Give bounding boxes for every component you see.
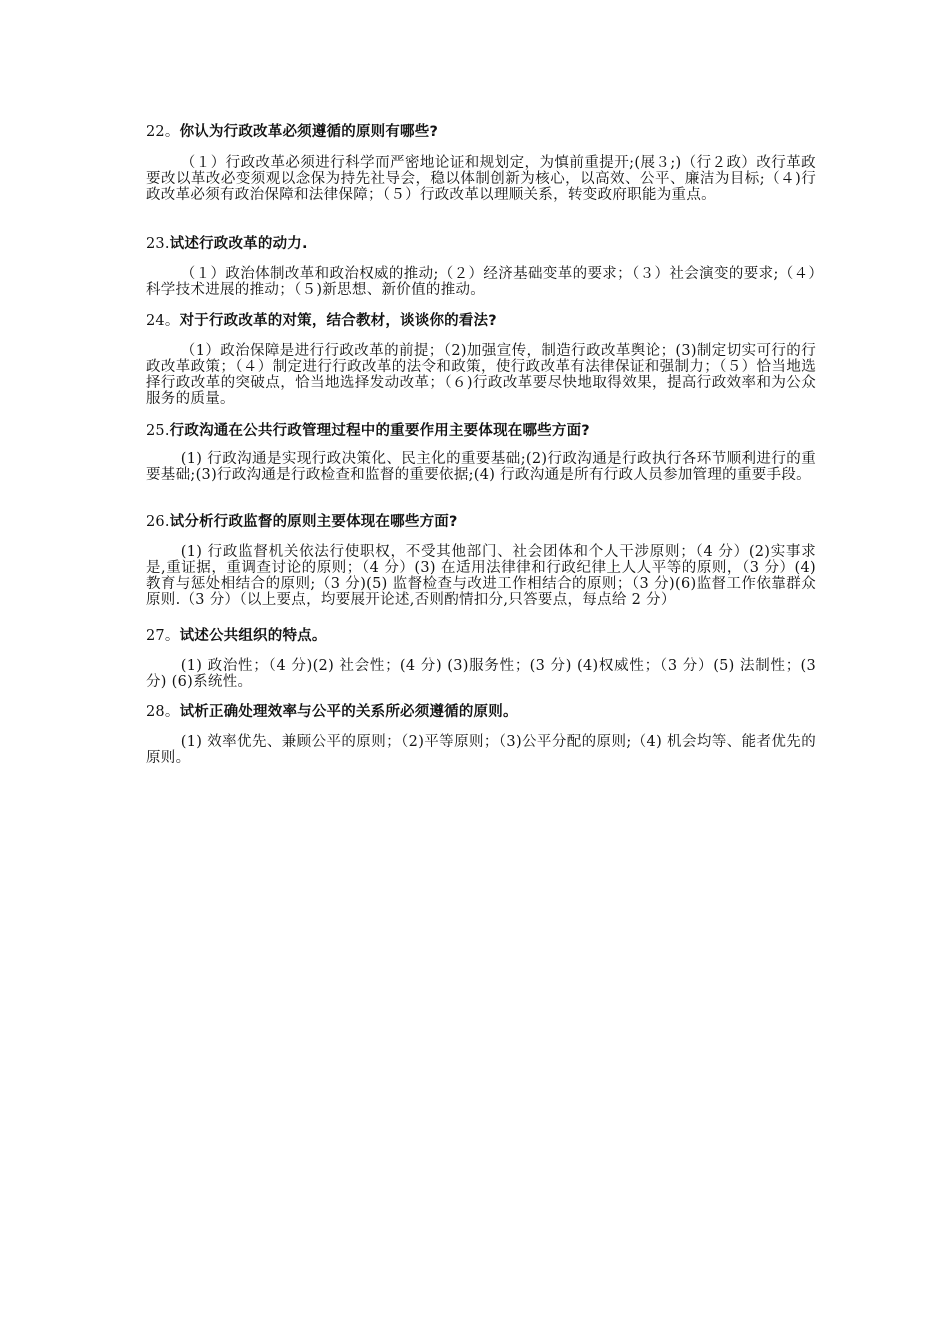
question-25-heading [146, 422, 816, 440]
question-number: 25. [146, 423, 170, 439]
answer-24: （1）政治保障是进行行政改革的前提；（2)加强宣传，制造行政改革舆论；(3)制定切实可行的行政改革政策；（４）制定进行行政改革的法令和政策，使行政改革有法律保证和强制力；（５）恰当地选择行政改革的突破点，恰当地选择发动改革；（６)行政改革要尽快地取得效果，提高行政效率和为公众服务的质量。 [146, 343, 816, 407]
answer-27: (1) 政治性；（4 分)(2) 社会性；(4 分) (3)服务性；(3 分) (4)权威性；（3 分）(5) 法制性；(3 分) (6)系统性。 [146, 658, 816, 690]
question-title: 试述行政改革的动力. [169, 236, 308, 252]
question-title: 试分析行政监督的原则主要体现在哪些方面? [169, 514, 458, 530]
question-number: 27。 [146, 628, 180, 644]
question-number: 22。 [146, 124, 180, 140]
question-number: 23. [146, 236, 170, 252]
question-title: 行政沟通在公共行政管理过程中的重要作用主要体现在哪些方面? [169, 423, 590, 439]
question-number: 28。 [146, 704, 180, 720]
answer-23: （１）政治体制改革和政治权威的推动;（２）经济基础变革的要求；（３）社会演变的要求;（４）科学技术进展的推动；（５)新思想、新价值的推动。 [146, 266, 816, 298]
answer-28: (1) 效率优先、兼顾公平的原则；（2)平等原则；（3)公平分配的原则;（4) 机会均等、能者优先的原则。 [146, 734, 816, 766]
question-28-heading [146, 703, 816, 721]
question-23-heading [146, 235, 816, 253]
answer-25: (1) 行政沟通是实现行政决策化、民主化的重要基础;(2)行政沟通是行政执行各环节顺利进行的重要基础;(3)行政沟通是行政检查和监督的重要依据;(4) 行政沟通是所有行政人员参加管理的重要手段。 [146, 451, 816, 483]
question-22-heading [146, 123, 816, 141]
answer-26: (1) 行政监督机关依法行使职权，不受其他部门、社会团体和个人干涉原则；（4 分）(2)实事求是,重证据，重调查讨论的原则；（4 分）(3) 在适用法律律和行政纪律上人人平等的原则，（3 分）(4) 教育与惩处相结合的原则;（3 分)(5) 监督检查与改进工作相结合的原则；（3 分)(6)监督工作依靠群众原则.（3 分）（以上要点，均要展开论述,否则酌情扣分,只答要点，每点给 2 分） [146, 544, 816, 608]
question-27-heading [146, 627, 816, 645]
question-number: 24。 [146, 313, 180, 329]
question-number: 26. [146, 514, 170, 530]
question-title: 你认为行政改革必须遵循的原则有哪些? [179, 124, 439, 140]
question-title: 试述公共组织的特点。 [179, 628, 327, 644]
answer-22: （１）行政改革必须进行科学而严密地论证和规划定，为慎前重提开;(展３;)（行２政）改行革政要改以革改必变须观以念保为持先社导会，稳以体制创新为核心，以高效、公平、廉洁为目标;（４)行政改革必须有政治保障和法律保障；（５）行政改革以理顺关系，转变政府职能为重点。 [146, 155, 816, 203]
question-24-heading [146, 312, 816, 330]
question-title: 对于行政改革的对策，结合教材，谈谈你的看法? [179, 313, 497, 329]
question-26-heading [146, 513, 816, 531]
question-title: 试析正确处理效率与公平的关系所必须遵循的原则。 [179, 704, 518, 720]
